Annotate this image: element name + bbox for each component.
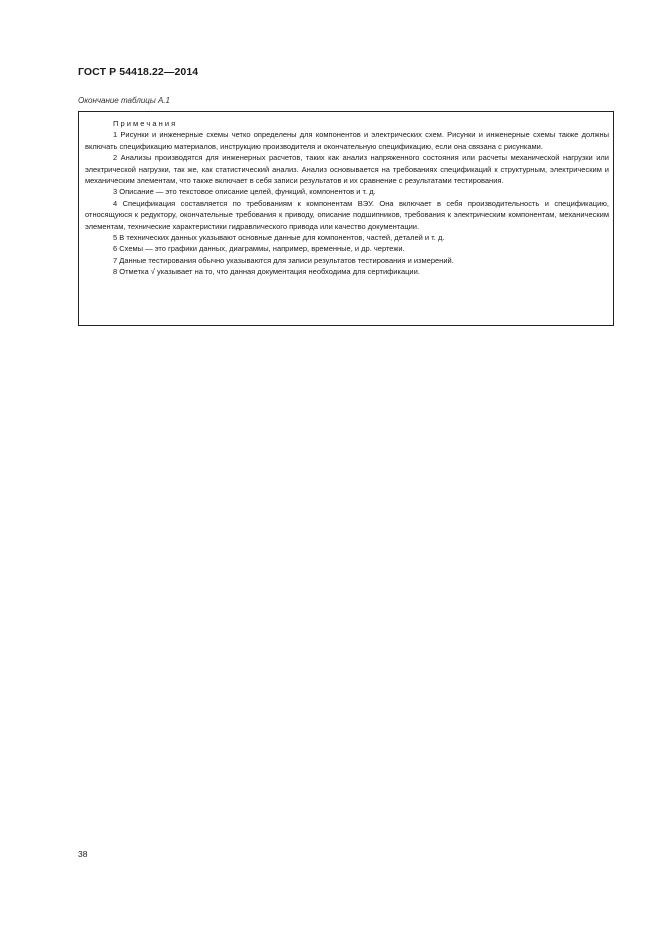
note-item-7: 7 Данные тестирования обычно указываются для записи результатов тестирования и измерений. bbox=[113, 255, 454, 265]
document-header: ГОСТ Р 54418.22—2014 bbox=[78, 66, 199, 78]
note-item-1: 1 Рисунки и инженерные схемы четко определены для компонентов и электрических схем. Рисунки и инженерные схемы также должны включать спецификацию материалов, инструкцию производителя и окончательную спецификацию, если она связана с рисунками. bbox=[85, 130, 609, 151]
notes-title: Примечания bbox=[113, 119, 178, 128]
table-caption: Окончание таблицы А.1 bbox=[78, 96, 170, 105]
note-item-6: 6 Схемы — это графики данных, диаграммы, например, временные, и др. чертежи. bbox=[113, 244, 405, 254]
note-item-8: 8 Отметка √ указывает на то, что данная документация необходима для сертификации. bbox=[113, 267, 420, 277]
note-item-2: 2 Анализы производятся для инженерных расчетов, таких как анализ напряженного состояния или расчеты механической нагрузки или электрической нагрузки, так же, как статистический анализ. Анализ основывается на требованиях спецификаций к структурным, электрическим и механическим элементам, что также включает в себя записи результатов и их сравнение с результатами тестирования. bbox=[85, 153, 609, 186]
notes-box bbox=[78, 111, 614, 326]
note-item-5: 5 В технических данных указывают основные данные для компонентов, частей, деталей и т. д. bbox=[113, 233, 445, 243]
page-number: 38 bbox=[78, 849, 88, 859]
note-item-3: 3 Описание — это текстовое описание целей, функций, компонентов и т. д. bbox=[113, 187, 376, 197]
note-item-4: 4 Спецификация составляется по требованиям к компонентам ВЭУ. Она включает в себя производительность и спецификацию, относящуюся к редуктору, окончательные требования к приводу, описание подшипников, требования к электрическим компонентам, механическим элементам, технические характеристики гидравлического привода или качество документации. bbox=[85, 198, 609, 231]
